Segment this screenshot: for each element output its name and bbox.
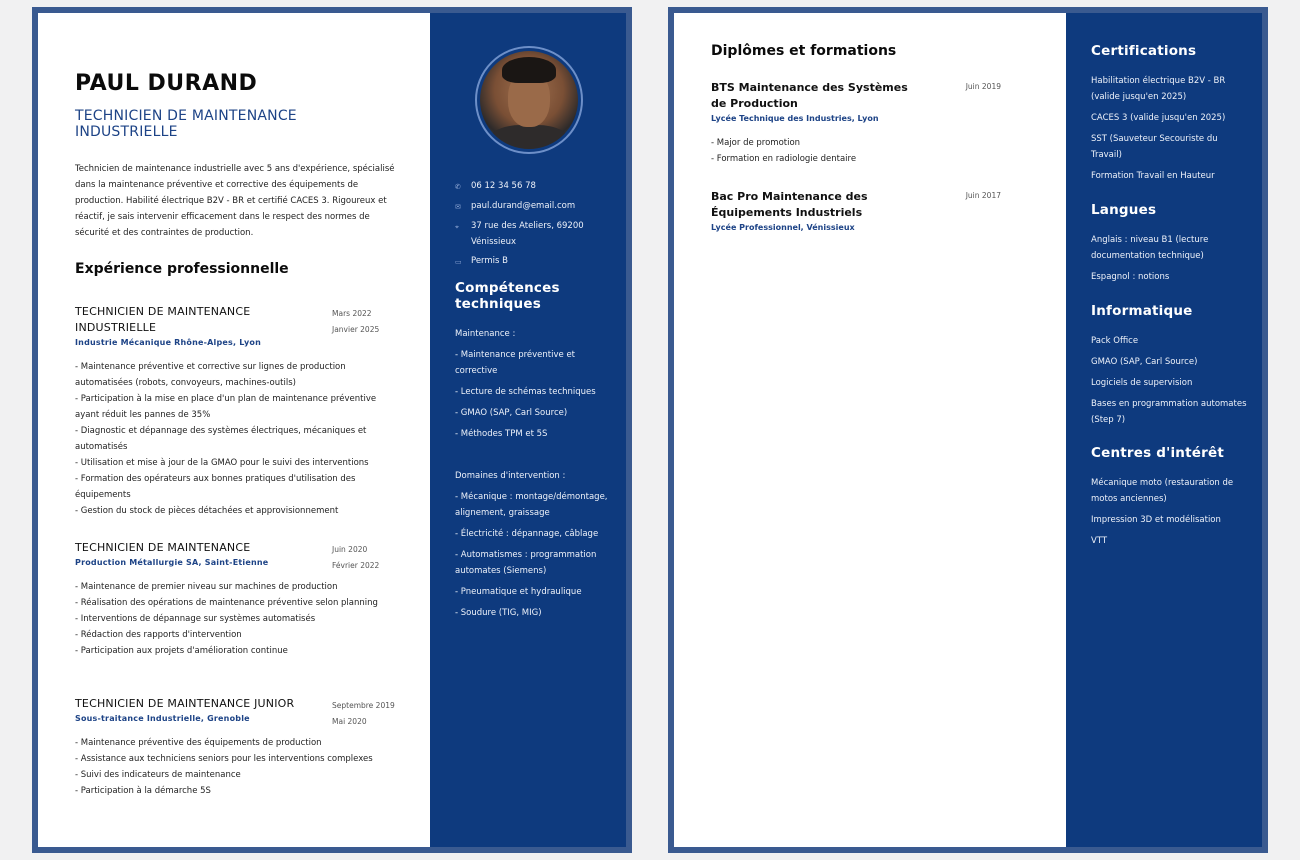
job-bullet: - Gestion du stock de pièces détachées et approvisionnement <box>75 506 339 516</box>
skill-item: - Automatismes : programmation automates (Siemens) <box>455 550 597 576</box>
certification-item: Formation Travail en Hauteur <box>1091 171 1215 181</box>
job-entry <box>75 540 400 659</box>
certification-item: Habilitation électrique B2V - BR (valide jusqu'en 2025) <box>1091 76 1226 102</box>
sidebar <box>1066 13 1262 847</box>
job-bullet: - Interventions de dépannage sur systèmes automatisés <box>75 614 316 624</box>
cv-page-2 <box>668 7 1268 853</box>
skill-item: - Électricité : dépannage, câblage <box>455 529 599 539</box>
skills-group-label: Domaines d'intervention : <box>455 471 566 481</box>
job-bullet: - Suivi des indicateurs de maintenance <box>75 770 241 780</box>
certification-item: SST (Sauveteur Secouriste du Travail) <box>1091 134 1218 160</box>
job-end-date: Mai 2020 <box>332 717 367 726</box>
degree-date: Juin 2019 <box>965 82 1001 91</box>
job-bullet: - Rédaction des rapports d'intervention <box>75 630 242 640</box>
computing-heading: Informatique <box>1091 303 1193 319</box>
job-bullet: - Participation aux projets d'amélioration continue <box>75 646 288 656</box>
experience-heading: Expérience professionnelle <box>75 261 289 277</box>
job-start-date: Mars 2022 <box>332 309 372 318</box>
job-bullet: - Participation à la démarche 5S <box>75 786 211 796</box>
skill-item: - Méthodes TPM et 5S <box>455 429 548 439</box>
degree-school: Lycée Professionnel, Vénissieux <box>711 223 855 232</box>
degree-school: Lycée Technique des Industries, Lyon <box>711 114 879 123</box>
avatar-photo <box>480 51 578 149</box>
location-icon: ⌖ <box>455 223 459 231</box>
skill-item: - Pneumatique et hydraulique <box>455 587 582 597</box>
job-company: Production Métallurgie SA, Saint-Etienne <box>75 558 269 567</box>
degree-bullets <box>711 135 1001 167</box>
main-column <box>38 13 430 847</box>
certification-item: CACES 3 (valide jusqu'en 2025) <box>1091 113 1226 123</box>
contact-phone <box>455 178 620 195</box>
interests-section <box>1091 445 1249 554</box>
languages-heading: Langues <box>1091 202 1157 218</box>
language-item: Anglais : niveau B1 (lecture documentation technique) <box>1091 235 1209 261</box>
job-end-date: Janvier 2025 <box>332 325 380 334</box>
skill-item: - Soudure (TIG, MIG) <box>455 608 542 618</box>
job-title: TECHNICIEN DE MAINTENANCE JUNIOR <box>75 697 295 710</box>
job-bullet: - Réalisation des opérations de maintenance préventive selon planning <box>75 598 378 608</box>
avatar <box>475 46 583 154</box>
job-bullets <box>75 359 400 519</box>
skills-group <box>455 468 615 621</box>
education-entry <box>711 189 1001 232</box>
phone-icon: ✆ <box>455 183 461 191</box>
job-start-date: Septembre 2019 <box>332 701 395 710</box>
job-bullets <box>75 735 400 799</box>
job-bullet: - Formation des opérateurs aux bonnes pratiques d'utilisation des équipements <box>75 474 356 500</box>
job-bullets <box>75 579 400 659</box>
certifications-heading: Certifications <box>1091 43 1197 59</box>
address-text: 37 rue des Ateliers, 69200 Vénissieux <box>471 221 584 247</box>
job-entry <box>75 696 400 799</box>
job-company: Industrie Mécanique Rhône-Alpes, Lyon <box>75 338 262 347</box>
email-text: paul.durand@email.com <box>471 201 576 211</box>
interest-item: Impression 3D et modélisation <box>1091 515 1221 525</box>
job-bullet: - Maintenance de premier niveau sur machines de production <box>75 582 338 592</box>
skill-item: - Lecture de schémas techniques <box>455 387 596 397</box>
job-end-date: Février 2022 <box>332 561 380 570</box>
degree-title: BTS Maintenance des Systèmes de Production <box>711 81 908 110</box>
computing-item: GMAO (SAP, Carl Source) <box>1091 357 1198 367</box>
contact-license <box>455 253 620 270</box>
job-bullet: - Maintenance préventive des équipements de production <box>75 738 322 748</box>
candidate-role: TECHNICIEN DE MAINTENANCE INDUSTRIELLE <box>75 108 297 140</box>
computing-item: Pack Office <box>1091 336 1139 346</box>
candidate-name: PAUL DURAND <box>75 71 258 96</box>
job-title: TECHNICIEN DE MAINTENANCE <box>75 541 251 554</box>
languages-section <box>1091 202 1249 290</box>
computing-item: Logiciels de supervision <box>1091 378 1193 388</box>
job-bullet: - Utilisation et mise à jour de la GMAO pour le suivi des interventions <box>75 458 369 468</box>
job-dates <box>332 542 400 574</box>
degree-bullet: - Major de promotion <box>711 138 801 148</box>
skills-group <box>455 326 615 442</box>
license-text: Permis B <box>471 256 509 266</box>
skills-group-label: Maintenance : <box>455 329 516 339</box>
degree-date: Juin 2017 <box>965 191 1001 200</box>
computing-item: Bases en programmation automates (Step 7) <box>1091 399 1247 425</box>
job-company: Sous-traitance Industrielle, Grenoble <box>75 714 250 723</box>
job-title: TECHNICIEN DE MAINTENANCE INDUSTRIELLE <box>75 305 251 334</box>
phone-text: 06 12 34 56 78 <box>471 181 536 191</box>
sidebar <box>430 13 626 847</box>
interest-item: Mécanique moto (restauration de motos anciennes) <box>1091 478 1234 504</box>
contact-block <box>455 178 620 273</box>
profile-summary: Technicien de maintenance industrielle avec 5 ans d'expérience, spécialisé dans la maintenance préventive et corrective des équipements de production. Habilité électrique B2V - BR et certifié CACES 3. Rigoureux et réactif, je sais intervenir efficacement dans le respect des normes de sécurité et des contraintes de production. <box>75 164 395 238</box>
interest-item: VTT <box>1091 536 1108 546</box>
skills-heading: Compétences techniques <box>455 280 560 312</box>
car-icon: ▭ <box>455 258 462 266</box>
skills-list <box>455 326 615 621</box>
main-column <box>674 13 1066 847</box>
job-bullet: - Diagnostic et dépannage des systèmes électriques, mécaniques et automatisés <box>75 426 367 452</box>
contact-address <box>455 218 620 250</box>
skill-item: - GMAO (SAP, Carl Source) <box>455 408 568 418</box>
interests-heading: Centres d'intérêt <box>1091 445 1224 461</box>
job-start-date: Juin 2020 <box>332 545 368 554</box>
skill-item: - Maintenance préventive et corrective <box>455 350 576 376</box>
job-entry <box>75 304 400 519</box>
job-dates <box>332 306 400 338</box>
education-entry <box>711 80 1001 167</box>
computing-section <box>1091 303 1249 433</box>
education-heading: Diplômes et formations <box>711 43 897 59</box>
cv-page-1 <box>32 7 632 853</box>
language-item: Espagnol : notions <box>1091 272 1170 282</box>
job-bullet: - Maintenance préventive et corrective sur lignes de production automatisées (robots, convoyeurs, machines-outils) <box>75 362 346 388</box>
certifications-section <box>1091 43 1249 189</box>
job-bullet: - Assistance aux techniciens seniors pour les interventions complexes <box>75 754 373 764</box>
job-bullet: - Participation à la mise en place d'un plan de maintenance préventive ayant réduit les pannes de 35% <box>75 394 377 420</box>
degree-title: Bac Pro Maintenance des Équipements Industriels <box>711 190 868 219</box>
mail-icon: ✉ <box>455 203 461 211</box>
degree-bullet: - Formation en radiologie dentaire <box>711 154 857 164</box>
contact-email <box>455 198 620 215</box>
skill-item: - Mécanique : montage/démontage, alignement, graissage <box>455 492 608 518</box>
job-dates <box>332 698 400 730</box>
